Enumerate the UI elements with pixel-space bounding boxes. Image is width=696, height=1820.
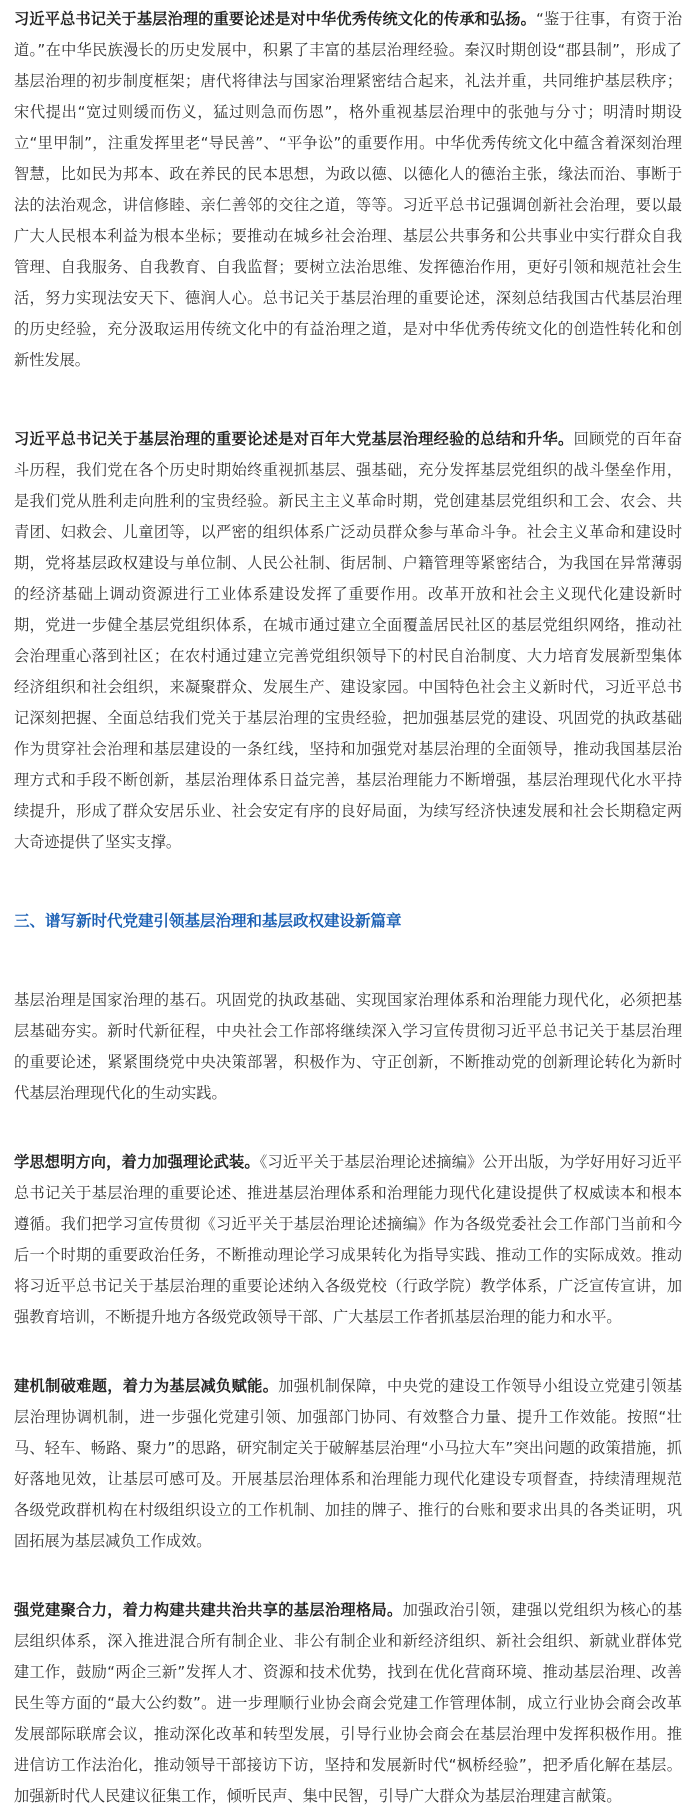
paragraph-body: “鉴于往事，有资于治道。”在中华民族漫长的历史发展中，积累了丰富的基层治理经验。秦汉时期创设“郡县制”，形成了基层治理的初步制度框架；唐代将律法与国家治理紧密结合起来，礼法并重，共同维护基层秩序；宋代提出“宽过则缓而伤义，猛过则急而伤恩”，格外重视基层治理中的张弛与分寸；明清时期设立“里甲制”，注重发挥里老“导民善”、“平争讼”的重要作用。中华优秀传统文化中蕴含着深刻治理智慧，比如民为邦本、政在养民的民本思想，为政以德、以德化人的德治主张，缘法而治、事断于法的法治观念，讲信修睦、亲仁善邻的交往之道，等等。习近平总书记强调创新社会治理，要以最广大人民根本利益为根本坐标；要推动在城乡社会治理、基层公共事务和公共事业中实行群众自我管理、自我服务、自我教育、自我监督；要树立法治思维、发挥德治作用，更好引领和规范社会生活，努力实现法安天下、德润人心。总书记关于基层治理的重要论述，深刻总结我国古代基层治理的历史经验，充分汲取运用传统文化中的有益治理之道，是对中华优秀传统文化的创造性转化和创新性发展。	[14, 10, 683, 369]
paragraph-lead: 学思想明方向，着力加强理论武装。	[14, 1153, 260, 1171]
paragraph-theory	[14, 1147, 682, 1333]
paragraph-traditional-culture	[14, 4, 682, 376]
paragraph-body: 《习近平关于基层治理论述摘编》公开出版，为学好用好习近平总书记关于基层治理的重要论述、推进基层治理体系和治理能力现代化建设提供了权威读本和根本遵循。我们把学习宣传贯彻《习近平关于基层治理论述摘编》作为各级党委社会工作部门当前和今后一个时期的重要政治任务，不断推动理论学习成果转化为指导实践、推动工作的实际成效。推动将习近平总书记关于基层治理的重要论述纳入各级党校（行政学院）教学体系，广泛宣传宣讲，加强教育培训，不断提升地方各级党政领导干部、广大基层工作者抓基层治理的能力和水平。	[14, 1153, 682, 1326]
spacer	[14, 937, 682, 985]
spacer	[14, 1557, 682, 1595]
paragraph-lead: 习近平总书记关于基层治理的重要论述是对百年大党基层治理经验的总结和升华。	[14, 430, 574, 448]
spacer	[14, 858, 682, 906]
paragraph-party-experience	[14, 424, 682, 858]
paragraph-body: 加强政治引领，建强以党组织为核心的基层组织体系，深入推进混合所有制企业、非公有制企业和新经济组织、新社会组织、新就业群体党建工作，鼓励“两企三新”发挥人才、资源和技术优势，找到在优化营商环境、推动基层治理、改善民生等方面的“最大公约数”。进一步理顺行业协会商会党建工作管理体制，成立行业协会商会改革发展部际联席会议，推动深化改革和转型发展，引导行业协会商会在基层治理中发挥积极作用。推进信访工作法治化，推动领导干部接访下访，坚持和发展新时代“枫桥经验”，把矛盾化解在基层。加强新时代人民建议征集工作，倾听民声、集中民智，引导广大群众为基层治理建言献策。	[14, 1601, 683, 1805]
paragraph-party-building	[14, 1595, 682, 1812]
spacer	[14, 376, 682, 424]
spacer	[14, 1333, 682, 1371]
paragraph-mechanism	[14, 1371, 682, 1557]
paragraph-intro: 基层治理是国家治理的基石。巩固党的执政基础、实现国家治理体系和治理能力现代化，必须把基层基础夯实。新时代新征程，中央社会工作部将继续深入学习宣传贯彻习近平总书记关于基层治理的重要论述，紧紧围绕党中央决策部署，积极作为、守正创新，不断推动党的创新理论转化为新时代基层治理现代化的生动实践。	[14, 991, 682, 1102]
paragraph-lead: 习近平总书记关于基层治理的重要论述是对中华优秀传统文化的传承和弘扬。	[14, 10, 536, 28]
paragraph-lead: 建机制破难题，着力为基层减负赋能。	[14, 1377, 279, 1395]
spacer	[14, 1109, 682, 1147]
section-heading: 三、谱写新时代党建引领基层治理和基层政权建设新篇章	[14, 912, 402, 930]
paragraph-body: 加强机制保障，中央党的建设工作领导小组设立党建引领基层治理协调机制，进一步强化党建引领、加强部门协同、有效整合力量、提升工作效能。按照“壮马、轻车、畅路、聚力”的思路，研究制定关于破解基层治理“小马拉大车”突出问题的政策措施，抓好落地见效，让基层可感可及。开展基层治理体系和治理能力现代化建设专项督查，持续清理规范各级党政群机构在村级组织设立的工作机制、加挂的牌子、推行的台账和要求出具的各类证明，巩固拓展为基层减负工作成效。	[14, 1377, 683, 1550]
paragraph-lead: 强党建聚合力，着力构建共建共治共享的基层治理格局。	[14, 1601, 403, 1619]
paragraph-body: 回顾党的百年奋斗历程，我们党在各个历史时期始终重视抓基层、强基础，充分发挥基层党组织的战斗堡垒作用，是我们党从胜利走向胜利的宝贵经验。新民主主义革命时期，党创建基层党组织和工会、农会、共青团、妇救会、儿童团等，以严密的组织体系广泛动员群众参与革命斗争。社会主义革命和建设时期，党将基层政权建设与单位制、人民公社制、街居制、户籍管理等紧密结合，为我国在异常薄弱的经济基础上调动资源进行工业体系建设发挥了重要作用。改革开放和社会主义现代化建设新时期，党进一步健全基层党组织体系，在城市通过建立全面覆盖居民社区的基层党组织网络，推动社会治理重心落到社区；在农村通过建立完善党组织领导下的村民自治制度、大力培育发展新型集体经济组织和社会组织，来凝聚群众、发展生产、建设家园。中国特色社会主义新时代，习近平总书记深刻把握、全面总结我们党关于基层治理的宝贵经验，把加强基层党的建设、巩固党的执政基础作为贯穿社会治理和基层建设的一条红线，坚持和加强党对基层治理的全面领导，推动我国基层治理方式和手段不断创新，基层治理体系日益完善，基层治理能力不断增强，基层治理现代化水平持续提升，形成了群众安居乐业、社会安定有序的良好局面，为续写经济快速发展和社会长期稳定两大奇迹提供了坚实支撑。	[14, 430, 683, 851]
